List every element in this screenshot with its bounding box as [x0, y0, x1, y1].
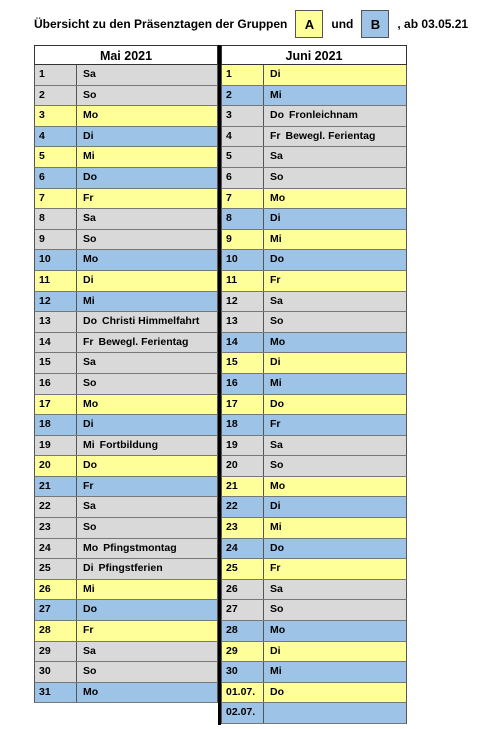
table-row	[221, 168, 407, 189]
day-cell	[77, 539, 217, 559]
day-cell	[264, 106, 406, 126]
date-number: 19	[35, 436, 77, 456]
date-number: 28	[35, 621, 77, 641]
weekday: So	[83, 521, 97, 534]
weekday: Mi	[270, 232, 282, 245]
weekday: Mo	[83, 253, 99, 266]
date-number: 6	[35, 168, 77, 188]
weekday: Di	[83, 562, 94, 575]
date-number: 31	[35, 683, 77, 703]
table-row	[221, 395, 407, 416]
date-number: 23	[35, 518, 77, 538]
date-number: 22	[35, 497, 77, 517]
date-number: 24	[35, 539, 77, 559]
date-number: 4	[35, 127, 77, 147]
day-cell	[77, 209, 217, 229]
day-cell	[77, 436, 217, 456]
weekday: Do	[270, 253, 284, 266]
weekday: Fr	[270, 129, 281, 142]
day-note: Bewegl. Ferientag	[285, 129, 376, 142]
weekday: Mo	[83, 541, 99, 554]
weekday: Mi	[83, 438, 95, 451]
day-cell	[264, 230, 406, 250]
weekday: Sa	[270, 150, 283, 163]
day-cell	[264, 642, 406, 662]
table-row	[34, 374, 218, 395]
weekday: Mo	[270, 191, 286, 204]
day-cell	[264, 271, 406, 291]
day-cell	[77, 127, 217, 147]
table-row	[34, 250, 218, 271]
table-row	[221, 65, 407, 86]
date-number: 4	[222, 127, 264, 147]
page-header	[34, 8, 480, 40]
table-row	[221, 683, 407, 704]
date-number: 7	[222, 189, 264, 209]
day-cell	[77, 642, 217, 662]
date-number: 19	[222, 436, 264, 456]
date-number: 13	[35, 312, 77, 332]
date-number: 1	[35, 65, 77, 85]
table-row	[221, 559, 407, 580]
day-cell	[264, 147, 406, 167]
weekday: Sa	[83, 644, 96, 657]
date-number: 25	[222, 559, 264, 579]
day-cell	[77, 683, 217, 703]
table-row	[221, 312, 407, 333]
group-b-badge: B	[361, 10, 389, 38]
table-row	[34, 395, 218, 416]
weekday: Fr	[270, 273, 281, 286]
table-row	[221, 333, 407, 354]
weekday: Mo	[83, 397, 99, 410]
table-row	[221, 642, 407, 663]
weekday: Mo	[83, 685, 99, 698]
day-cell	[264, 559, 406, 579]
table-row	[34, 621, 218, 642]
weekday: Mi	[270, 376, 282, 389]
table-row	[221, 271, 407, 292]
day-cell	[264, 65, 406, 85]
date-number: 9	[222, 230, 264, 250]
weekday: Fr	[270, 562, 281, 575]
date-number: 14	[222, 333, 264, 353]
day-cell	[264, 415, 406, 435]
weekday: Di	[270, 644, 281, 657]
table-row	[34, 497, 218, 518]
day-cell	[77, 662, 217, 682]
date-number: 30	[35, 662, 77, 682]
table-row	[34, 415, 218, 436]
date-number: 02.07.	[222, 703, 264, 723]
date-number: 28	[222, 621, 264, 641]
day-cell	[264, 456, 406, 476]
date-number: 6	[222, 168, 264, 188]
date-number: 2	[222, 86, 264, 106]
weekday: Di	[83, 273, 94, 286]
day-cell	[264, 703, 406, 723]
table-row	[221, 477, 407, 498]
table-row	[221, 86, 407, 107]
day-cell	[77, 580, 217, 600]
weekday: Do	[83, 459, 97, 472]
day-cell	[264, 209, 406, 229]
date-number: 24	[222, 539, 264, 559]
date-number: 12	[222, 292, 264, 312]
date-number: 30	[222, 662, 264, 682]
weekday: Sa	[83, 500, 96, 513]
table-row	[34, 127, 218, 148]
table-row	[34, 600, 218, 621]
day-cell	[264, 436, 406, 456]
table-row	[34, 436, 218, 457]
date-number: 17	[222, 395, 264, 415]
day-cell	[264, 86, 406, 106]
date-number: 25	[35, 559, 77, 579]
date-number: 16	[35, 374, 77, 394]
day-cell	[77, 395, 217, 415]
weekday: Mi	[83, 150, 95, 163]
day-cell	[77, 374, 217, 394]
weekday: So	[270, 603, 284, 616]
may-column	[34, 45, 218, 703]
date-number: 20	[35, 456, 77, 476]
date-number: 5	[222, 147, 264, 167]
table-row	[221, 518, 407, 539]
date-number: 1	[222, 65, 264, 85]
weekday: Di	[270, 212, 281, 225]
day-cell	[264, 497, 406, 517]
table-row	[221, 662, 407, 683]
table-row	[221, 353, 407, 374]
weekday: Fr	[83, 191, 94, 204]
date-number: 3	[222, 106, 264, 126]
table-row	[34, 539, 218, 560]
weekday: Di	[270, 68, 281, 80]
day-note: Pfingstmontag	[103, 541, 177, 554]
table-row	[221, 209, 407, 230]
date-number: 12	[35, 292, 77, 312]
day-cell	[264, 395, 406, 415]
june-rows	[221, 65, 407, 724]
date-number: 5	[35, 147, 77, 167]
date-number: 2	[35, 86, 77, 106]
table-row	[221, 621, 407, 642]
day-cell	[77, 168, 217, 188]
weekday: Fr	[83, 624, 94, 637]
weekday: Mi	[270, 521, 282, 534]
day-cell	[77, 518, 217, 538]
table-row	[34, 86, 218, 107]
day-cell	[264, 518, 406, 538]
weekday: Do	[270, 397, 284, 410]
day-cell	[264, 477, 406, 497]
weekday: So	[270, 170, 284, 183]
group-a-badge: A	[295, 10, 323, 38]
table-row	[221, 374, 407, 395]
date-number: 27	[222, 600, 264, 620]
date-number: 21	[35, 477, 77, 497]
date-number: 29	[35, 642, 77, 662]
date-number: 13	[222, 312, 264, 332]
day-note: Fronleichnam	[289, 109, 358, 122]
table-row	[34, 292, 218, 313]
day-cell	[264, 292, 406, 312]
table-row	[34, 147, 218, 168]
day-cell	[77, 147, 217, 167]
weekday: Do	[270, 685, 284, 698]
day-cell	[264, 127, 406, 147]
header-prefix: Übersicht zu den Präsenztagen der Gruppen	[34, 17, 288, 31]
date-number: 16	[222, 374, 264, 394]
table-row	[221, 580, 407, 601]
weekday: Mo	[270, 479, 286, 492]
table-row	[221, 292, 407, 313]
weekday: Sa	[83, 356, 96, 369]
weekday: Sa	[270, 438, 283, 451]
weekday: Mo	[270, 624, 286, 637]
weekday: Do	[83, 170, 97, 183]
date-number: 18	[222, 415, 264, 435]
weekday: So	[270, 459, 284, 472]
weekday: So	[270, 315, 284, 328]
date-number: 29	[222, 642, 264, 662]
table-row	[34, 106, 218, 127]
table-row	[34, 312, 218, 333]
table-row	[221, 539, 407, 560]
june-title: Juni 2021	[221, 45, 407, 65]
weekday: Mo	[270, 335, 286, 348]
date-number: 10	[35, 250, 77, 270]
table-row	[34, 230, 218, 251]
day-cell	[77, 292, 217, 312]
weekday: Do	[83, 315, 97, 328]
table-row	[221, 189, 407, 210]
date-number: 11	[35, 271, 77, 291]
weekday: Sa	[83, 212, 96, 225]
table-row	[221, 600, 407, 621]
weekday: Di	[270, 500, 281, 513]
weekday: Fr	[83, 335, 94, 348]
date-number: 21	[222, 477, 264, 497]
weekday: Di	[83, 418, 94, 431]
weekday: So	[83, 376, 97, 389]
weekday: Di	[83, 129, 94, 142]
table-row	[34, 642, 218, 663]
date-number: 9	[35, 230, 77, 250]
table-row	[221, 147, 407, 168]
table-row	[34, 271, 218, 292]
date-number: 11	[222, 271, 264, 291]
weekday: So	[83, 665, 97, 678]
table-row	[34, 456, 218, 477]
weekday: Mi	[270, 88, 282, 101]
day-cell	[77, 600, 217, 620]
date-number: 7	[35, 189, 77, 209]
weekday: Mi	[270, 665, 282, 678]
table-row	[221, 436, 407, 457]
date-number: 8	[35, 209, 77, 229]
day-cell	[77, 477, 217, 497]
table-row	[34, 580, 218, 601]
weekday: So	[83, 232, 97, 245]
day-cell	[264, 168, 406, 188]
day-cell	[264, 580, 406, 600]
weekday: Do	[270, 541, 284, 554]
day-cell	[77, 415, 217, 435]
day-cell	[264, 353, 406, 373]
table-row	[34, 333, 218, 354]
day-cell	[77, 106, 217, 126]
day-cell	[77, 65, 217, 85]
day-cell	[77, 559, 217, 579]
day-cell	[77, 86, 217, 106]
table-row	[34, 209, 218, 230]
table-row	[34, 518, 218, 539]
date-number: 22	[222, 497, 264, 517]
weekday: Fr	[83, 479, 94, 492]
table-row	[34, 559, 218, 580]
header-connector: und	[331, 17, 354, 31]
date-number: 27	[35, 600, 77, 620]
weekday: Sa	[83, 68, 96, 80]
table-row	[34, 168, 218, 189]
table-row	[221, 230, 407, 251]
weekday: Mi	[83, 582, 95, 595]
table-row	[221, 415, 407, 436]
date-number: 3	[35, 106, 77, 126]
may-rows	[34, 65, 218, 703]
day-cell	[264, 312, 406, 332]
date-number: 26	[222, 580, 264, 600]
day-note: Bewegl. Ferientag	[98, 335, 189, 348]
date-number: 26	[35, 580, 77, 600]
day-cell	[264, 539, 406, 559]
day-cell	[264, 621, 406, 641]
table-row	[221, 497, 407, 518]
day-cell	[77, 271, 217, 291]
weekday: Sa	[270, 582, 283, 595]
date-number: 01.07.	[222, 683, 264, 703]
day-cell	[77, 621, 217, 641]
weekday: Di	[270, 356, 281, 369]
day-cell	[77, 456, 217, 476]
table-row	[34, 683, 218, 704]
day-note: Fortbildung	[99, 438, 158, 451]
weekday: Do	[83, 603, 97, 616]
date-number: 20	[222, 456, 264, 476]
date-number: 8	[222, 209, 264, 229]
day-cell	[264, 683, 406, 703]
june-column	[221, 45, 407, 724]
weekday: Mo	[83, 109, 99, 122]
day-cell	[77, 353, 217, 373]
table-row	[34, 65, 218, 86]
table-row	[221, 703, 407, 724]
day-cell	[264, 333, 406, 353]
date-number: 10	[222, 250, 264, 270]
day-cell	[77, 189, 217, 209]
day-cell	[77, 312, 217, 332]
table-row	[34, 662, 218, 683]
date-number: 23	[222, 518, 264, 538]
day-cell	[264, 662, 406, 682]
table-row	[221, 250, 407, 271]
table-row	[221, 106, 407, 127]
table-row	[34, 353, 218, 374]
day-note: Christi Himmelfahrt	[102, 315, 200, 328]
table-row	[221, 127, 407, 148]
day-cell	[77, 497, 217, 517]
weekday: Sa	[270, 294, 283, 307]
weekday: So	[83, 88, 97, 101]
day-note: Pfingstferien	[98, 562, 163, 575]
header-suffix: , ab 03.05.21	[397, 17, 469, 31]
date-number: 17	[35, 395, 77, 415]
date-number: 14	[35, 333, 77, 353]
date-number: 15	[222, 353, 264, 373]
day-cell	[77, 250, 217, 270]
day-cell	[264, 374, 406, 394]
day-cell	[264, 600, 406, 620]
weekday: Mi	[83, 294, 95, 307]
date-number: 18	[35, 415, 77, 435]
day-cell	[77, 230, 217, 250]
weekday: Fr	[270, 418, 281, 431]
day-cell	[264, 250, 406, 270]
date-number: 15	[35, 353, 77, 373]
table-row	[221, 456, 407, 477]
may-title: Mai 2021	[34, 45, 218, 65]
weekday: Do	[270, 109, 284, 122]
day-cell	[264, 189, 406, 209]
table-row	[34, 477, 218, 498]
day-cell	[77, 333, 217, 353]
table-row	[34, 189, 218, 210]
